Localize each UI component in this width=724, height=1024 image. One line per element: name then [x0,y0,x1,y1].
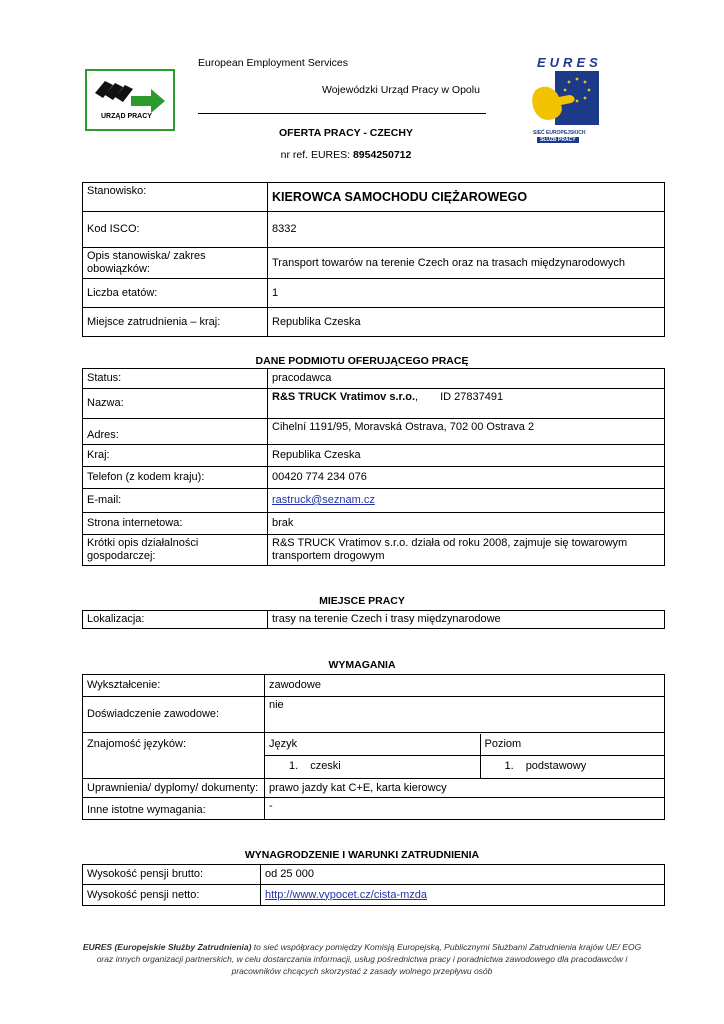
header-divider [198,113,486,114]
positions-count-value: 1 [268,279,665,308]
phone-value: 00420 774 234 076 [268,467,665,489]
level-column-header: Poziom [480,734,665,756]
position-table [82,182,665,337]
language-number: 1. [289,760,299,773]
email-label: E-mail: [83,489,268,513]
footer-line2: oraz innych organizacji partnerskich, w celu dostarczania informacji, usług pośrednictwa pracy i poradnictwa zawodowego dla pracodawców i [96,954,628,964]
workplace-section-title: MIEJSCE PRACY [319,595,405,607]
requirements-section-title: WYMAGANIA [328,659,396,671]
location-value: trasy na terenie Czech i trasy międzynarodowe [268,611,665,629]
eures-sub1: SIEĆ EUROPEJSKICH [533,130,586,136]
permits-value: prawo jazdy kat C+E, karta kierowcy [265,779,665,798]
eures-logo-text: EURES [537,55,602,70]
experience-value: nie [265,697,665,733]
status-label: Status: [83,369,268,389]
eures-sub2: SŁUŻB PRACY [537,137,579,143]
duties-label: Opis stanowiska/ zakres obowiązków: [83,248,268,279]
email-link[interactable]: rastruck@seznam.cz [272,494,375,506]
footer-line1: to sieć współpracy pomiędzy Komisją Europejską, Publicznymi Służbami Zatrudnienia krajów UE/ EOG [251,942,642,952]
workplace-country-label: Miejsce zatrudnienia – kraj: [83,308,268,337]
region-label: Kraj: [83,445,268,467]
workplace-table [82,610,665,629]
position-value: KIEROWCA SAMOCHODU CIĘŻAROWEGO [268,183,665,212]
ref-number: 8954250712 [352,149,412,161]
requirements-table [82,674,665,820]
footer-note [60,941,664,977]
urzad-pracy-logo-icon [87,71,173,129]
employer-section-title: DANE PODMIOTU OFERUJĄCEGO PRACĘ [255,355,469,367]
org-name: European Employment Services [198,57,348,69]
level-value: podstawowy [525,760,587,773]
urzad-pracy-logo [85,69,175,131]
gross-salary-label: Wysokość pensji brutto: [83,865,261,885]
net-salary-link[interactable]: http://www.vypocet.cz/cista-mzda [265,888,427,901]
website-label: Strona internetowa: [83,513,268,535]
company-name-separator: , [415,391,419,403]
gross-salary-value: od 25 000 [261,865,665,885]
urzad-pracy-logo-text: URZĄD PRACY [101,113,152,120]
education-value: zawodowe [265,675,665,697]
level-number: 1. [504,760,514,773]
phone-label: Telefon (z kodem kraju): [83,467,268,489]
footer-bold: EURES (Europejskie Służby Zatrudnienia) [82,942,252,952]
eures-hand-icon [525,69,601,129]
duties-value: Transport towarów na terenie Czech oraz na trasach międzynarodowych [268,248,665,279]
business-description-value: R&S TRUCK Vratimov s.r.o. działa od roku 2008, zajmuje się towarowym transportem drogowym [268,535,665,566]
ref-prefix: nr ref. EURES: [280,149,353,161]
language-value: czeski [310,760,341,773]
location-label: Lokalizacja: [83,611,268,629]
offer-title: OFERTA PRACY - CZECHY [279,127,413,139]
status-value: pracodawca [268,369,665,389]
region-value: Republika Czeska [268,445,665,467]
education-label: Wykształcenie: [83,675,265,697]
office-name: Wojewódzki Urząd Pracy w Opolu [322,84,480,96]
address-label: Adres: [83,419,268,445]
isco-value: 8332 [268,212,665,248]
other-requirements-value: - [265,798,665,820]
workplace-country-value: Republika Czeska [268,308,665,337]
footer-line3: pracowników chcących skorzystać z zasady wolnego przepływu osób [231,966,493,976]
company-name-label: Nazwa: [83,389,268,419]
website-value: brak [268,513,665,535]
ref-line [0,149,692,161]
net-salary-label: Wysokość pensji netto: [83,885,261,906]
languages-subtable [265,734,665,778]
salary-section-title: WYNAGRODZENIE I WARUNKI ZATRUDNIENIA [244,849,480,861]
address-value: Cihelní 1191/95, Moravská Ostrava, 702 00 Ostrava 2 [268,419,665,445]
language-column-header: Język [265,734,480,756]
isco-label: Kod ISCO: [83,212,268,248]
permits-label: Uprawnienia/ dyplomy/ dokumenty: [83,779,265,798]
position-label: Stanowisko: [83,183,268,212]
positions-count-label: Liczba etatów: [83,279,268,308]
languages-label: Znajomość języków: [83,733,265,779]
business-description-label: Krótki opis działalności gospodarczej: [83,535,268,566]
other-requirements-label: Inne istotne wymagania: [83,798,265,820]
experience-label: Doświadczenie zawodowe: [83,697,265,733]
employer-table [82,368,665,566]
company-id: ID 27837491 [440,391,504,403]
salary-table [82,864,665,906]
company-name-value: R&S TRUCK Vratimov s.r.o. [272,391,416,403]
